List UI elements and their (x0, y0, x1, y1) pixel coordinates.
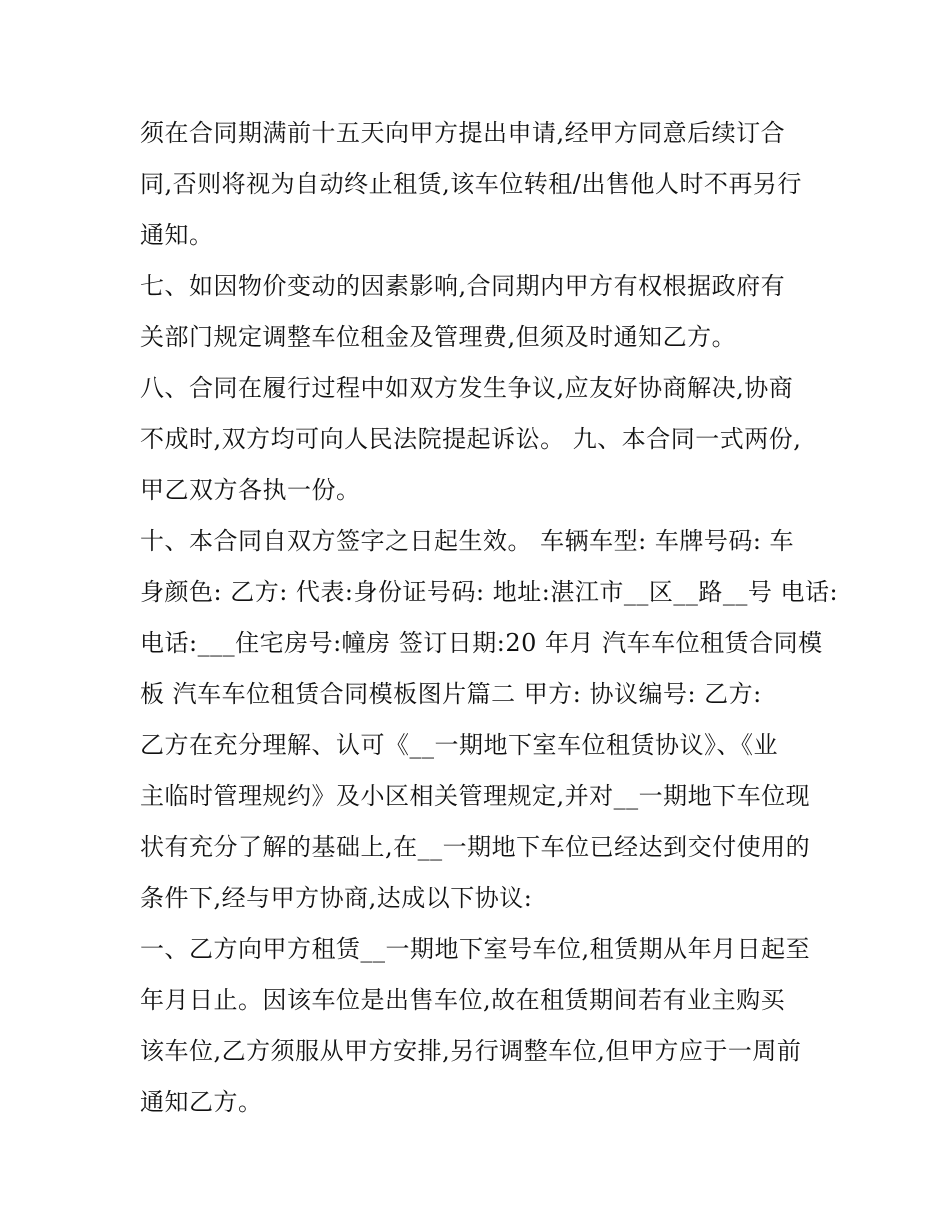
text-line: 同,否则将视为自动终止租赁,该车位转租/出售他人时不再另行 (140, 170, 802, 198)
text-line: 须在合同期满前十五天向甲方提出申请,经甲方同意后续订合 (140, 119, 786, 147)
text-line: 不成时,双方均可向人民法院提起诉讼。 九、本合同一式两份, (140, 425, 802, 453)
text-line: 七、如因物价变动的因素影响,合同期内甲方有权根据政府有 (140, 272, 786, 300)
text-line: 一、乙方向甲方租赁__一期地下室号车位,租赁期从年月日起至 (140, 935, 811, 963)
text-line: 通知乙方。 (140, 1088, 263, 1116)
text-line: 主临时管理规约》及小区相关管理规定,并对__一期地下车位现 (140, 782, 811, 810)
text-line: 身颜色: 乙方: 代表:身份证号码: 地址:湛江市__区__路__号 电话: (140, 578, 839, 606)
text-line: 年月日止。因该车位是出售车位,故在租赁期间若有业主购买 (140, 986, 786, 1014)
text-line: 八、合同在履行过程中如双方发生争议,应友好协商解决,协商 (140, 374, 794, 402)
text-line: 状有充分了解的基础上,在__一期地下车位已经达到交付使用的 (140, 833, 811, 861)
contract-body-text (140, 108, 839, 1128)
text-line: 条件下,经与甲方协商,达成以下协议: (140, 884, 533, 912)
text-line: 乙方在充分理解、认可《__一期地下室车位租赁协议》、《业 (140, 731, 778, 759)
text-line: 该车位,乙方须服从甲方安排,另行调整车位,但甲方应于一周前 (140, 1037, 802, 1065)
text-line: 电话:___住宅房号:幢房 签订日期:20 年月 汽车车位租赁合同模 (140, 629, 823, 657)
text-line: 板 汽车车位租赁合同模板图片篇二 甲方: 协议编号: 乙方: (140, 680, 762, 708)
text-line: 通知。 (140, 221, 214, 249)
text-line: 关部门规定调整车位租金及管理费,但须及时通知乙方。 (140, 323, 737, 351)
text-line: 甲乙双方各执一份。 (140, 476, 361, 504)
text-line: 十、本合同自双方签字之日起生效。 车辆车型: 车牌号码: 车 (140, 527, 795, 555)
